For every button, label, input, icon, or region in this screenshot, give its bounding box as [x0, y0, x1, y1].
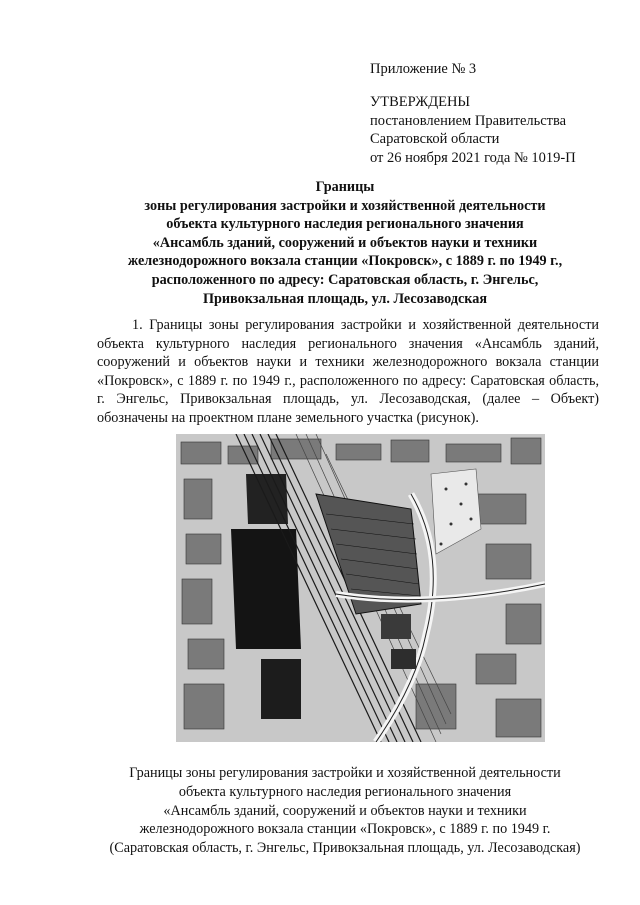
caption-line-5: (Саратовская область, г. Энгельс, Привокзальная площадь, ул. Лесозаводская): [109, 840, 581, 857]
approved-heading: УТВЕРЖДЕНЫ: [370, 94, 471, 110]
paragraph-1: 1. Границы зоны регулирования застройки и хозяйственной деятельности объекта культурного наследия регионального значения «Ансамбль зданий, сооружений и объектов науки и техники железнодорожного вокзала станции «Покровск», с 1889 г. по 1949 г., расположенного по адресу: Саратовская область, г. Энгельс, Привокзальная площадь, ул. Лесозаводская, (далее – Объект) обозначены на проектном плане земельного участка (рисунок).: [97, 317, 599, 426]
title-line-7: Привокзальная площадь, ул. Лесозаводская: [202, 290, 488, 307]
site-plan-map-image: [176, 434, 545, 742]
approved-date: от 26 ноября 2021 года № 1019-П: [370, 149, 576, 166]
caption-line-2: объекта культурного наследия регионального значения: [178, 783, 512, 800]
caption-line-3: «Ансамбль зданий, сооружений и объектов науки и техники: [163, 802, 527, 819]
title-line-5: железнодорожного вокзала станции «Покровск», с 1889 г. по 1949 г.,: [127, 253, 563, 270]
title-line-1: Границы: [315, 179, 375, 195]
title-line-2: зоны регулирования застройки и хозяйственной деятельности: [144, 197, 546, 214]
document-title: [90, 178, 600, 308]
appendix-label: Приложение № 3: [370, 61, 477, 77]
approved-by-line-1: постановлением Правительства: [370, 112, 567, 129]
approval-block: [370, 93, 576, 167]
approved-by-line-2: Саратовской области: [370, 131, 500, 147]
caption-line-4: железнодорожного вокзала станции «Покровск», с 1889 г. по 1949 г.: [139, 821, 551, 838]
figure-caption: [60, 764, 630, 858]
title-line-4: «Ансамбль зданий, сооружений и объектов науки и техники: [152, 234, 538, 251]
title-line-6: расположенного по адресу: Саратовская область, г. Энгельс,: [151, 271, 539, 288]
title-line-3: объекта культурного наследия регионального значения: [166, 216, 524, 233]
caption-line-1: Границы зоны регулирования застройки и хозяйственной деятельности: [129, 765, 561, 781]
